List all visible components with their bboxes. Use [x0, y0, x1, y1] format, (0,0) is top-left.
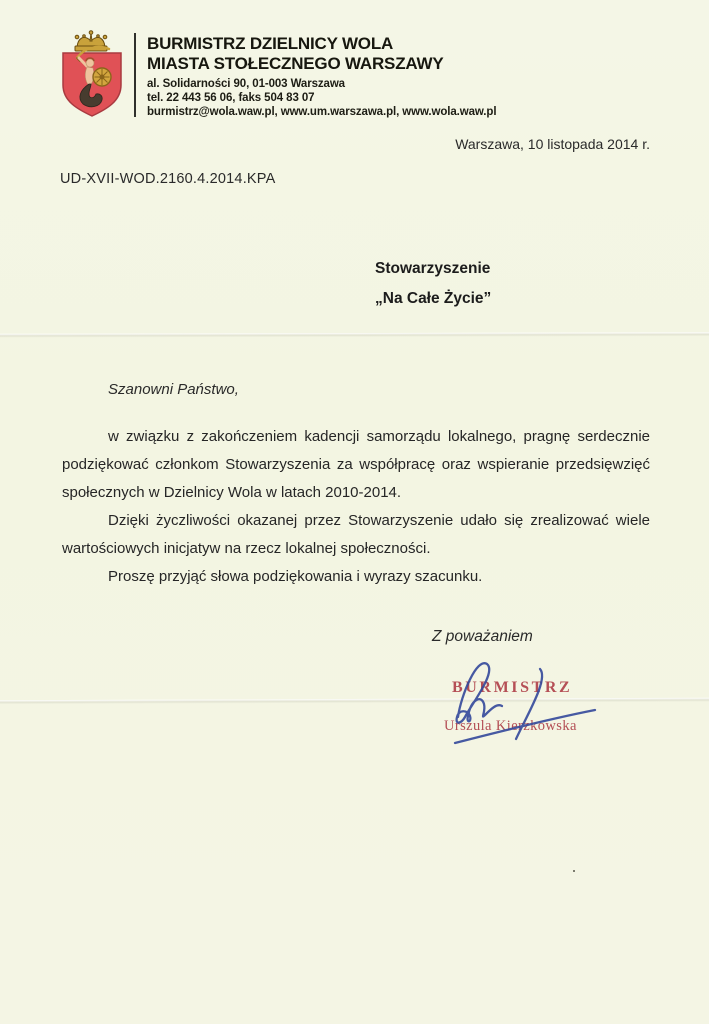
- org-name-line1: BURMISTRZ DZIELNICY WOLA: [147, 34, 394, 53]
- body-paragraph-2: Dzięki życzliwości okazanej przez Stowarzyszenie udało się zrealizować wiele wartościowych inicjatyw na rzecz lokalnej społeczności.: [62, 512, 650, 557]
- closing-phrase: Z poważaniem: [432, 628, 533, 645]
- paper-fold-crease-top: [0, 332, 709, 337]
- salutation: Szanowni Państwo,: [108, 381, 239, 398]
- org-contact: burmistrz@wola.waw.pl, www.um.warszawa.pl, www.wola.waw.pl: [147, 106, 497, 119]
- body-paragraph-1: w związku z zakończeniem kadencji samorządu lokalnego, pragnę serdecznie podziękować członkom Stowarzyszenia za współpracę oraz wspieranie przedsięwzięć społecznych w Dzielnicy Wola w latach 2010-2014.: [62, 428, 650, 501]
- addressee-line2: „Na Całe Życie”: [375, 290, 492, 307]
- letter-body: [62, 423, 650, 591]
- date-line: Warszawa, 10 listopada 2014 r.: [455, 136, 650, 152]
- letterhead: [60, 30, 496, 120]
- stamp-name: Urszula Kierzkowska: [444, 718, 577, 734]
- addressee-block: [375, 254, 491, 314]
- org-address: al. Solidarności 90, 01-003 Warszawa: [147, 78, 345, 90]
- reference-number: UD-XVII-WOD.2160.4.2014.KPA: [60, 171, 276, 187]
- stamp-title: BURMISTRZ: [452, 679, 573, 696]
- addressee-line1: Stowarzyszenie: [375, 260, 491, 277]
- org-name-line2: MIASTA STOŁECZNEGO WARSZAWY: [147, 54, 444, 73]
- org-phone: tel. 22 443 56 06, faks 504 83 07: [147, 92, 315, 105]
- scan-speck: [573, 870, 575, 872]
- handwritten-signature: [398, 653, 610, 755]
- letterhead-divider: [134, 33, 136, 117]
- body-paragraph-3: Proszę przyjąć słowa podziękowania i wyrazy szacunku.: [108, 568, 483, 585]
- warsaw-coat-of-arms-icon: [60, 30, 124, 118]
